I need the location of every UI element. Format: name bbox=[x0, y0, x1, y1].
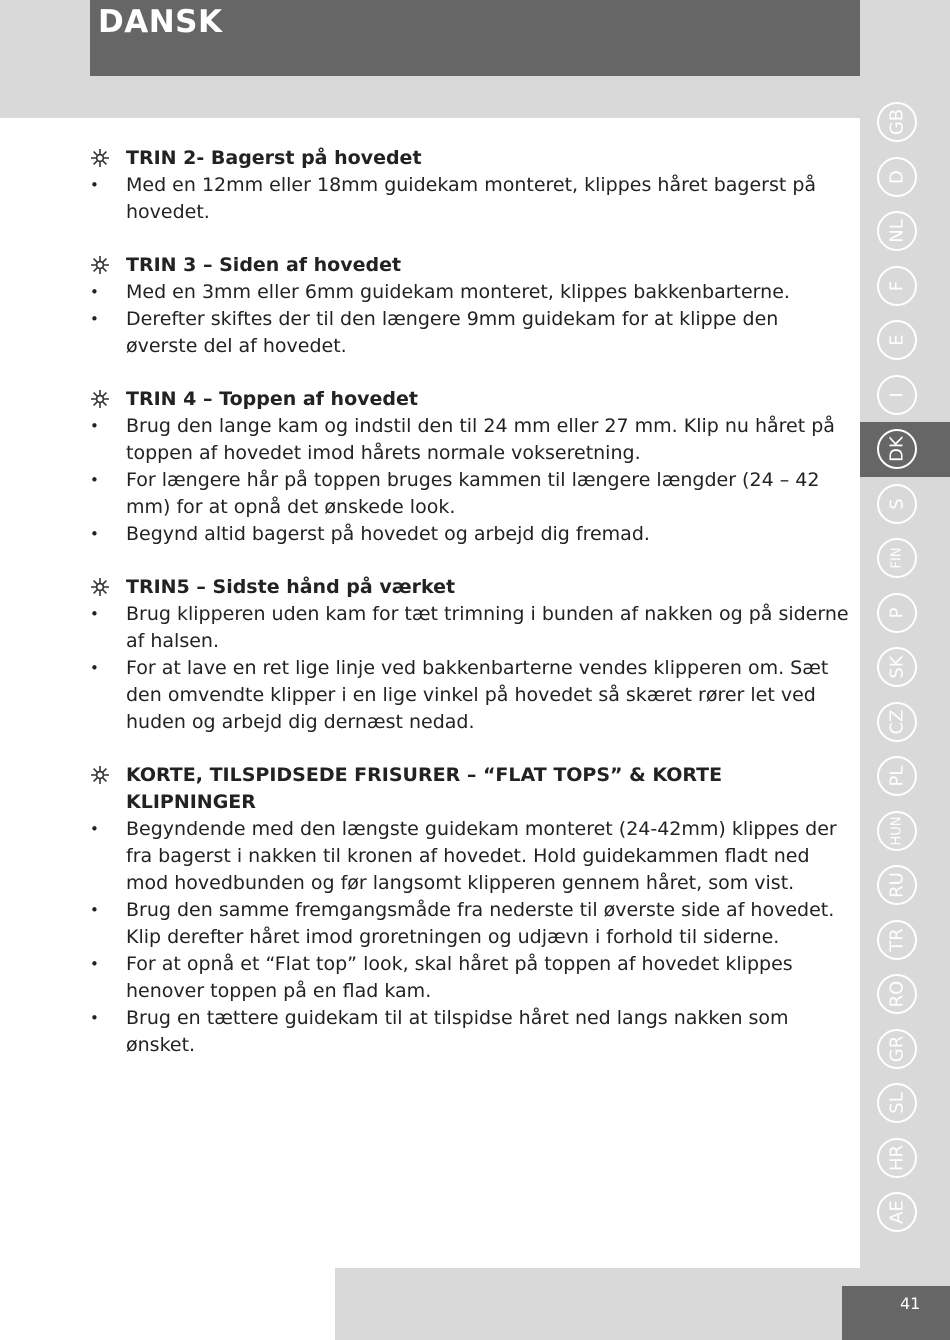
page-title: DANSK bbox=[98, 4, 223, 40]
bullet-item: • Brug klipperen uden kam for tæt trimning i bunden af nakken og på siderne af halsen. bbox=[90, 601, 850, 655]
language-tab-gb[interactable] bbox=[860, 95, 950, 150]
language-tab-ru[interactable] bbox=[860, 858, 950, 913]
main-content bbox=[90, 145, 850, 1085]
section bbox=[90, 762, 850, 1059]
language-tab-label: E bbox=[886, 334, 908, 346]
language-tab-label: CZ bbox=[886, 709, 908, 734]
language-tab-ae[interactable] bbox=[860, 1185, 950, 1240]
language-tab-hun[interactable] bbox=[860, 804, 950, 859]
language-tab-nl[interactable] bbox=[860, 204, 950, 259]
language-tab-sk[interactable] bbox=[860, 640, 950, 695]
section-heading-text: KORTE, TILSPIDSEDE FRISURER – “FLAT TOPS” & KORTE KLIPNINGER bbox=[126, 764, 723, 813]
language-tab-label: F bbox=[886, 280, 908, 291]
page-number-box bbox=[842, 1286, 950, 1340]
section bbox=[90, 574, 850, 736]
language-tabs bbox=[860, 95, 950, 1240]
language-tab-tr[interactable] bbox=[860, 913, 950, 968]
page-number: 41 bbox=[900, 1294, 921, 1313]
star-icon bbox=[90, 577, 110, 597]
bullet-item: • For at lave en ret lige linje ved bakkenbarterne vendes klipperen om. Sæt den omvendte klipper i en lige vinkel på hovedet så skæret rører let ved huden og arbejd dig dernæst nedad. bbox=[90, 655, 850, 736]
language-tab-dk[interactable] bbox=[860, 422, 950, 477]
star-icon bbox=[90, 148, 110, 168]
language-tab-label: I bbox=[886, 391, 908, 398]
language-tab-gr[interactable] bbox=[860, 1022, 950, 1077]
language-tab-d[interactable] bbox=[860, 150, 950, 205]
section bbox=[90, 252, 850, 360]
language-tab-label: GB bbox=[886, 108, 908, 136]
bullet-item: • Brug en tættere guidekam til at tilspidse håret ned langs nakken som ønsket. bbox=[90, 1005, 850, 1059]
section-heading bbox=[90, 145, 850, 172]
language-tab-fin[interactable] bbox=[860, 531, 950, 586]
language-tab-label: SL bbox=[886, 1092, 908, 1114]
bullet-item: • Begyndende med den længste guidekam monteret (24-42mm) klippes der fra bagerst i nakken til kronen af hovedet. Hold guidekammen fladt ned mod hovedbunden og før langsomt klipperen gennem håret, som vist. bbox=[90, 816, 850, 897]
section-heading-text: TRIN5 – Sidste hånd på værket bbox=[126, 576, 456, 598]
bullet-item: • For længere hår på toppen bruges kammen til længere længder (24 – 42 mm) for at opnå det ønskede look. bbox=[90, 467, 850, 521]
language-tab-hr[interactable] bbox=[860, 1131, 950, 1186]
language-tab-label: RU bbox=[886, 872, 908, 898]
bullet-item: • For at opnå et “Flat top” look, skal håret på toppen af hovedet klippes henover toppen på en flad kam. bbox=[90, 951, 850, 1005]
language-tab-f[interactable] bbox=[860, 259, 950, 314]
section-heading bbox=[90, 574, 850, 601]
language-tab-e[interactable] bbox=[860, 313, 950, 368]
language-tab-cz[interactable] bbox=[860, 695, 950, 750]
header-bar bbox=[90, 0, 860, 76]
language-tab-label: HUN bbox=[889, 815, 905, 846]
language-tab-label: TR bbox=[886, 927, 908, 952]
language-tab-label: S bbox=[886, 497, 908, 510]
star-icon bbox=[90, 389, 110, 409]
bullet-item: • Derefter skiftes der til den længere 9mm guidekam for at klippe den øverste del af hovedet. bbox=[90, 306, 850, 360]
section-heading bbox=[90, 252, 850, 279]
bullet-item: • Brug den samme fremgangsmåde fra nederste til øverste side af hovedet. Klip derefter håret imod groretningen og udjævn i forhold til siderne. bbox=[90, 897, 850, 951]
section-heading-text: TRIN 2- Bagerst på hovedet bbox=[126, 147, 422, 169]
bullet-item: • Brug den lange kam og indstil den til 24 mm eller 27 mm. Klip nu håret på toppen af hovedet imod hårets normale vokseretning. bbox=[90, 413, 850, 467]
star-icon bbox=[90, 765, 110, 785]
language-tab-p[interactable] bbox=[860, 586, 950, 641]
language-tab-label: SK bbox=[886, 655, 908, 679]
section bbox=[90, 145, 850, 226]
language-tab-label: PL bbox=[886, 765, 908, 787]
bullet-item: • Med en 12mm eller 18mm guidekam monteret, klippes håret bagerst på hovedet. bbox=[90, 172, 850, 226]
language-tab-label: AE bbox=[886, 1200, 908, 1224]
section-heading-text: TRIN 3 – Siden af hovedet bbox=[126, 254, 402, 276]
language-tab-label: DK bbox=[886, 436, 908, 462]
section-heading bbox=[90, 386, 850, 413]
language-tab-pl[interactable] bbox=[860, 749, 950, 804]
bullet-item: • Med en 3mm eller 6mm guidekam monteret, klippes bakkenbarterne. bbox=[90, 279, 850, 306]
language-tab-label: D bbox=[886, 169, 908, 184]
section-heading-text: TRIN 4 – Toppen af hovedet bbox=[126, 388, 418, 410]
language-tab-i[interactable] bbox=[860, 368, 950, 423]
language-tab-label: GR bbox=[886, 1035, 908, 1062]
language-tab-label: P bbox=[886, 607, 908, 618]
section-heading bbox=[90, 762, 850, 816]
star-icon bbox=[90, 255, 110, 275]
language-tab-sl[interactable] bbox=[860, 1076, 950, 1131]
language-tab-label: FIN bbox=[889, 547, 905, 569]
section bbox=[90, 386, 850, 548]
language-tab-label: RO bbox=[886, 980, 908, 1008]
bullet-item: • Begynd altid bagerst på hovedet og arbejd dig fremad. bbox=[90, 521, 850, 548]
language-tab-s[interactable] bbox=[860, 477, 950, 532]
language-tab-ro[interactable] bbox=[860, 967, 950, 1022]
language-tab-label: HR bbox=[886, 1144, 908, 1171]
language-tab-label: NL bbox=[886, 219, 908, 243]
